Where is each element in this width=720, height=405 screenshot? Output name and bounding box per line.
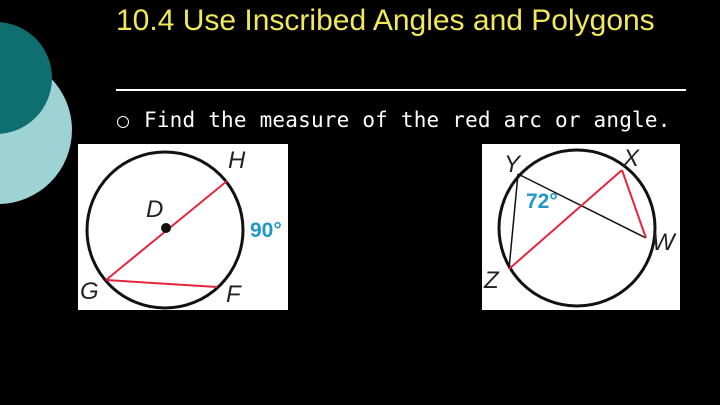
label-w: W xyxy=(652,229,675,256)
circle-outline xyxy=(499,150,655,306)
label-g: G xyxy=(80,278,99,305)
chord-zx xyxy=(509,170,622,269)
arc-measure-label: 90° xyxy=(250,219,282,242)
figure-circle-dhgf xyxy=(78,144,288,310)
center-point-d xyxy=(161,223,171,233)
label-x: X xyxy=(623,145,640,172)
label-z: Z xyxy=(484,267,499,294)
bullet-circle-icon xyxy=(117,116,129,128)
label-y: Y xyxy=(504,151,521,178)
label-f: F xyxy=(226,281,241,308)
chord-gf xyxy=(106,280,217,287)
slide-title: 10.4 Use Inscribed Angles and Polygons xyxy=(116,4,655,37)
label-d: D xyxy=(146,196,164,223)
bullet-text: Find the measure of the red arc or angle. xyxy=(144,108,671,132)
title-divider xyxy=(116,89,686,91)
figure-circle-yxwz xyxy=(482,144,680,310)
decorative-circles xyxy=(0,0,80,230)
label-h: H xyxy=(228,147,246,174)
angle-measure-label: 72° xyxy=(526,190,558,213)
